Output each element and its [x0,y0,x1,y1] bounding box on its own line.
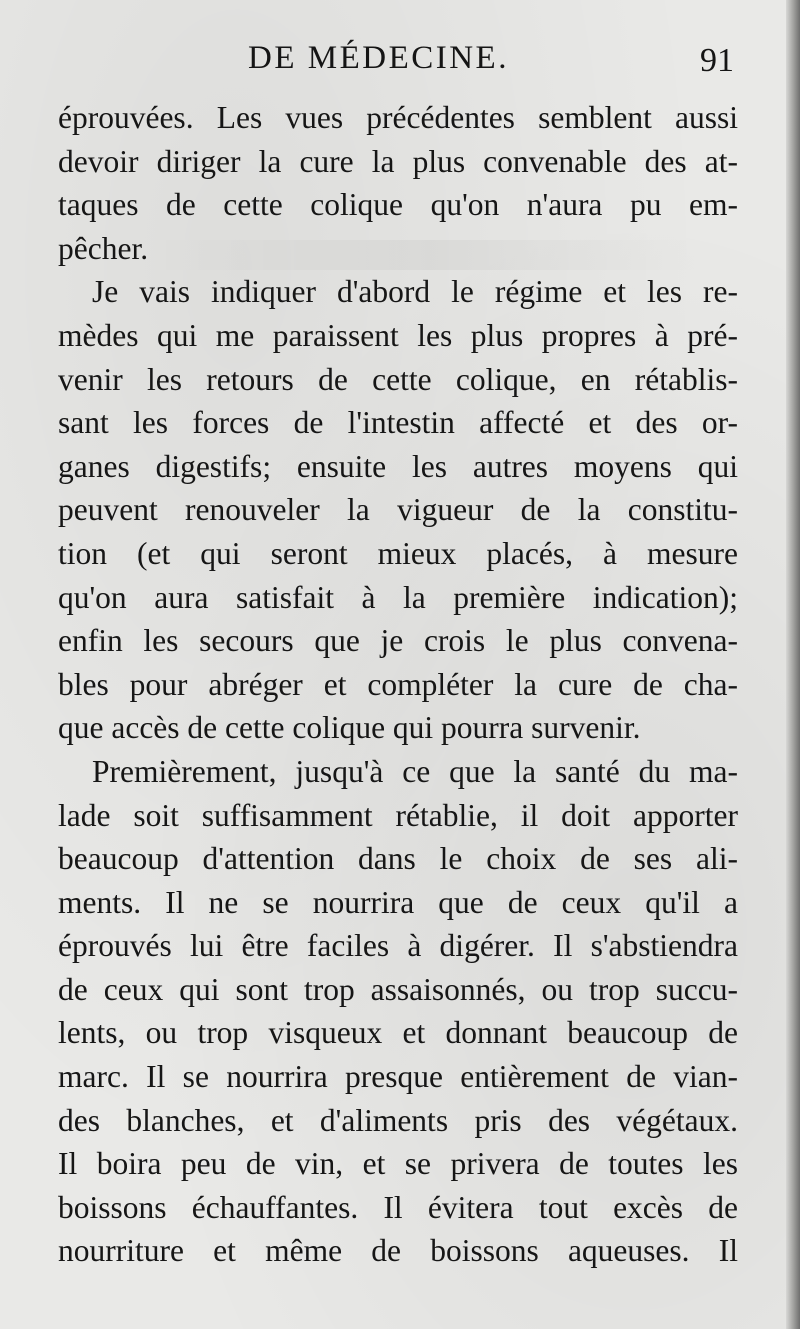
text-line: marc. Il se nourrira presque entièrement de vian- [58,1059,738,1095]
text-line: des blanches, et d'aliments pris des végétaux. [58,1102,738,1138]
page-header [60,40,740,100]
text-line: nourriture et même de boissons aqueuses. Il [58,1233,738,1269]
text-line: sant les forces de l'intestin affecté et des or- [58,405,738,441]
text-line: boissons échauffantes. Il évitera tout excès de [58,1189,738,1225]
text-line: ganes digestifs; ensuite les autres moyens qui [58,448,738,484]
text-line: que accès de cette colique qui pourra survenir. [58,710,641,746]
text-line: qu'on aura satisfait à la première indication); [58,579,738,615]
text-line: enfin les secours que je crois le plus convena- [58,623,738,659]
page-number: 91 [700,42,734,79]
text-line: mèdes qui me paraissent les plus propres à pré- [58,317,738,353]
text-line: devoir diriger la cure la plus convenable des at- [58,143,738,179]
text-line: Premièrement, jusqu'à ce que la santé du ma- [92,753,738,789]
text-line: taques de cette colique qu'on n'aura pu em- [58,187,738,223]
text-line: bles pour abréger et compléter la cure de cha- [58,666,738,702]
running-head: DE MÉDECINE. [248,40,509,76]
page-edge-shadow [786,0,800,1329]
text-line: éprouvés lui être faciles à digérer. Il s'abstiendra [58,928,738,964]
text-line: venir les retours de cette colique, en rétablis- [58,361,738,397]
text-line: beaucoup d'attention dans le choix de ses ali- [58,841,738,877]
text-line: ments. Il ne se nourrira que de ceux qu'il a [58,884,738,920]
text-line: de ceux qui sont trop assaisonnés, ou trop succu- [58,971,738,1007]
text-line: Il boira peu de vin, et se privera de toutes les [58,1146,738,1182]
text-line: lade soit suffisamment rétablie, il doit apporter [58,797,738,833]
body-text [58,96,738,1273]
text-line: tion (et qui seront mieux placés, à mesure [58,535,738,571]
text-line: éprouvées. Les vues précédentes semblent aussi [58,100,738,135]
text-line: Je vais indiquer d'abord le régime et les re- [92,274,738,310]
text-line: peuvent renouveler la vigueur de la constitu- [58,492,738,528]
text-line: lents, ou trop visqueux et donnant beaucoup de [58,1015,738,1051]
text-line: pêcher. [58,230,149,266]
